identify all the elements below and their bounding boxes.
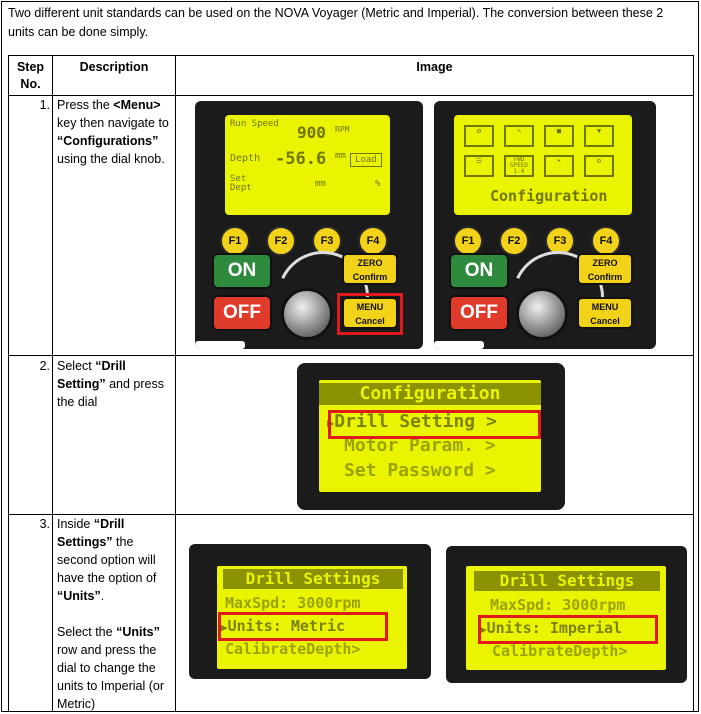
- menu-item-set-password[interactable]: Set Password >: [344, 460, 496, 481]
- table-left-border: [8, 55, 9, 712]
- zero-confirm-button[interactable]: [577, 253, 633, 285]
- max-speed-row[interactable]: MaxSpd: 3000rpm: [225, 594, 361, 612]
- config-icons-title: Configuration: [490, 187, 608, 205]
- nova-logo-strip: [195, 341, 245, 349]
- device-photo-main-screen: [195, 101, 423, 349]
- f4-key[interactable]: F4: [358, 226, 388, 256]
- header-description: Description: [79, 60, 149, 74]
- f3-key[interactable]: F3: [545, 226, 575, 256]
- f2-key[interactable]: F2: [266, 226, 296, 256]
- zero-label: ZERO: [357, 258, 383, 268]
- menu-key-highlight: [337, 293, 403, 335]
- drill-settings-title: Drill Settings: [474, 571, 660, 591]
- device-photo-config-icons: [434, 101, 656, 349]
- run-speed-unit: RPM: [335, 125, 350, 134]
- description-column-divider: [175, 55, 176, 712]
- header-step: Step No.: [16, 60, 45, 91]
- off-button[interactable]: OFF: [449, 295, 509, 331]
- settings-gear-icon: ⚙: [584, 155, 614, 177]
- run-speed-label: Run Speed: [230, 119, 279, 129]
- table-top-border: [8, 55, 694, 56]
- f1-key[interactable]: F1: [220, 226, 250, 256]
- list-icon: ☰: [464, 155, 494, 177]
- menu-label: MENU: [591, 302, 619, 312]
- depth-label: Depth: [230, 153, 261, 164]
- nova-logo-strip: [434, 341, 484, 349]
- menu-item-drill-setting[interactable]: ▶Drill Setting >: [327, 411, 497, 432]
- step-description: Select “Drill Setting” and press the dial: [57, 359, 164, 409]
- zero-confirm-button[interactable]: [342, 253, 398, 285]
- dial-knob[interactable]: [281, 288, 333, 340]
- units-metric-highlight: [218, 612, 388, 641]
- step-number: 1.: [39, 98, 50, 112]
- step-column-divider: [52, 55, 53, 712]
- device-photo-config-menu: [297, 363, 565, 510]
- bit-icon: ▼: [584, 125, 614, 147]
- calibrate-depth-row[interactable]: CalibrateDepth>: [225, 640, 361, 658]
- table-right-border: [693, 55, 694, 712]
- drill-setting-highlight: [328, 410, 541, 439]
- menu-label: MENU: [356, 302, 384, 312]
- depth-value: -56.6: [275, 149, 327, 169]
- drill-icon: ⚙: [464, 125, 494, 147]
- lcd-config-icons: [454, 115, 632, 215]
- device-photo-units-metric: [189, 544, 431, 679]
- load-label: Load: [350, 153, 382, 167]
- zero-label: ZERO: [592, 258, 618, 268]
- step-number: 2.: [39, 359, 50, 373]
- step-description: Press the <Menu> key then navigate to “Configurations” using the dial knob.: [57, 98, 169, 166]
- units-imperial-highlight: [478, 615, 658, 644]
- tool-icon: ✎: [504, 125, 534, 147]
- run-icon: ➤: [544, 155, 574, 177]
- fwd-speed-icon: FWD SPEED 1-4: [504, 155, 534, 177]
- config-menu-title: Configuration: [319, 383, 541, 405]
- confirm-label: Confirm: [352, 272, 388, 282]
- confirm-label: Confirm: [587, 272, 623, 282]
- f2-key[interactable]: F2: [499, 226, 529, 256]
- intro-paragraph: Two different unit standards can be used on the NOVA Voyager (Metric and Imperial). The conversion between these 2 units can be done simply.: [8, 6, 664, 39]
- step-description: Inside “Drill Settings” the second option will have the option of “Units”. Select the “Units” row and press the dial to change the units to Imperial (or Metric): [57, 517, 164, 711]
- menu-item-motor-param[interactable]: Motor Param. >: [344, 435, 496, 456]
- f4-key[interactable]: F4: [591, 226, 621, 256]
- f3-key[interactable]: F3: [312, 226, 342, 256]
- depth-unit: mm: [335, 151, 346, 161]
- lcd-main-screen: [225, 115, 390, 215]
- device-photo-units-imperial: [446, 546, 687, 683]
- dial-knob[interactable]: [516, 288, 568, 340]
- f1-key[interactable]: F1: [453, 226, 483, 256]
- menu-cancel-button[interactable]: [577, 297, 633, 329]
- header-image: Image: [416, 60, 453, 74]
- set-depth-unit: mm: [315, 179, 326, 189]
- drill-settings-title: Drill Settings: [223, 569, 403, 589]
- motor-off-icon: ■: [544, 125, 574, 147]
- cancel-label: Cancel: [355, 316, 385, 326]
- row1-divider: [8, 355, 694, 356]
- on-button[interactable]: ON: [449, 253, 509, 289]
- cancel-label: Cancel: [590, 316, 620, 326]
- units-row[interactable]: ▶Units: Metric: [221, 617, 346, 635]
- run-speed-value: 900: [297, 123, 326, 142]
- on-button[interactable]: ON: [212, 253, 272, 289]
- set-depth-label: Set Dept: [230, 174, 252, 193]
- percent-label: %: [375, 179, 381, 189]
- max-speed-row[interactable]: MaxSpd: 3000rpm: [490, 596, 626, 614]
- step-number: 3.: [39, 517, 50, 531]
- off-button[interactable]: OFF: [212, 295, 272, 331]
- calibrate-depth-row[interactable]: CalibrateDepth>: [492, 642, 628, 660]
- units-row[interactable]: ▶Units: Imperial: [480, 619, 623, 637]
